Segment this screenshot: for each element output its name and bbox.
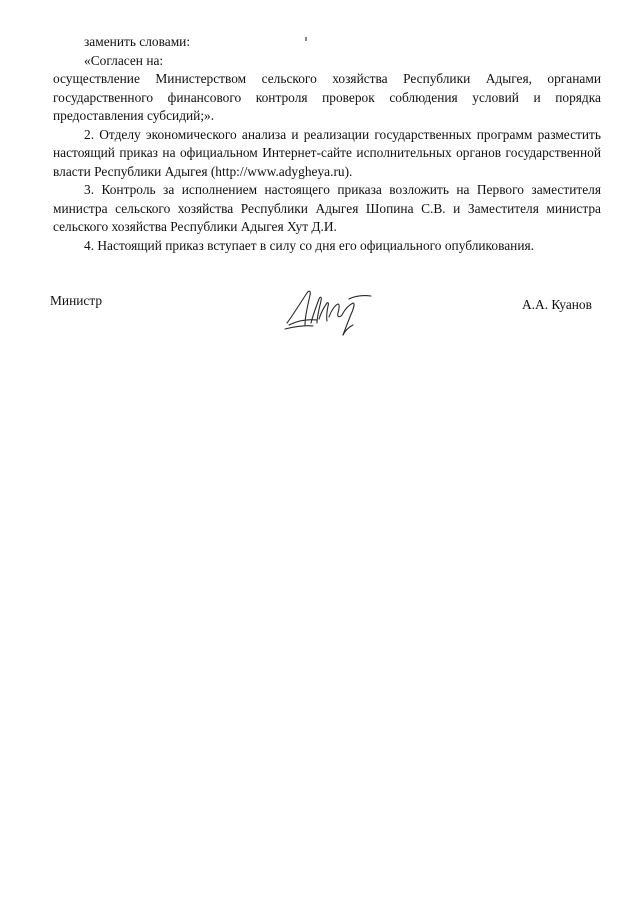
- signature-block: [0, 285, 640, 345]
- signatory-name: А.А. Куанов: [522, 297, 592, 312]
- replace-line: заменить словами:: [84, 34, 191, 49]
- paragraph-3: 3. Контроль за исполнением настоящего приказа возложить на Первого заместителя министра сельского хозяйства Республики Адыгея Шопина С.В. и Заместителя министра сельского хозяйства Республики Адыгея Хут Д.И.: [53, 182, 601, 234]
- paragraph-4: 4. Настоящий приказ вступает в силу со дня его официального опубликования.: [84, 237, 534, 253]
- paragraph-2: 2. Отделу экономического анализа и реализации государственных программ разместить настоящий приказ на официальном Интернет-сайте исполнительных органов государственной власти Республики Адыгея (http://www.adygheya.ru).: [53, 126, 601, 179]
- quote-open-line: «Согласен на:: [84, 52, 164, 68]
- signatory-title: Министр: [50, 293, 103, 308]
- document-body: [53, 33, 601, 255]
- handwritten-signature: [283, 285, 375, 341]
- quote-body-paragraph: осуществление Министерством сельского хозяйства Республики Адыгея, органами государственного финансового контроля проверок соблюдения условий и порядка предоставления субсидий;».: [53, 71, 601, 123]
